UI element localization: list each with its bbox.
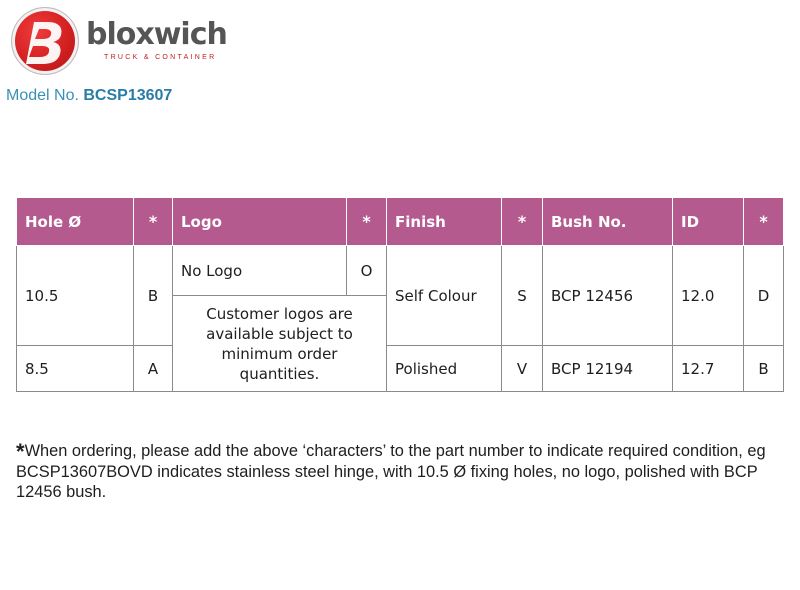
ordering-footnote (16, 441, 786, 503)
bush-value: BCP 12194 (543, 346, 673, 392)
id-code: D (744, 246, 784, 346)
header-finish: Finish (387, 198, 502, 246)
table-row (17, 346, 784, 392)
id-value: 12.0 (673, 246, 744, 346)
logo-code: O (347, 246, 387, 296)
header-logo-star: * (347, 198, 387, 246)
table-header-row (17, 198, 784, 246)
brand-tagline: TRUCK & CONTAINER (104, 54, 217, 61)
finish-code: V (502, 346, 543, 392)
header-logo: Logo (173, 198, 347, 246)
finish-value: Self Colour (387, 246, 502, 346)
model-label: Model No. (6, 87, 79, 104)
header-bush: Bush No. (543, 198, 673, 246)
header-id-star: * (744, 198, 784, 246)
options-table (16, 197, 784, 392)
hole-code: A (134, 346, 173, 392)
table-row (17, 246, 784, 296)
footnote-asterisk: * (16, 439, 25, 464)
finish-code: S (502, 246, 543, 346)
brand-logo (12, 8, 227, 88)
hole-value: 10.5 (17, 246, 134, 346)
brand-emblem-icon (12, 8, 78, 74)
hole-code: B (134, 246, 173, 346)
id-code: B (744, 346, 784, 392)
id-value: 12.7 (673, 346, 744, 392)
bush-value: BCP 12456 (543, 246, 673, 346)
header-hole: Hole Ø (17, 198, 134, 246)
header-finish-star: * (502, 198, 543, 246)
finish-value: Polished (387, 346, 502, 392)
model-number-line (6, 87, 172, 105)
header-id: ID (673, 198, 744, 246)
header-hole-star: * (134, 198, 173, 246)
model-number: BCSP13607 (83, 87, 173, 104)
logo-note: Customer logos are available subject to minimum order quantities. (173, 296, 387, 392)
footnote-text: When ordering, please add the above ‘characters’ to the part number to indicate required condition, eg BCSP13607BOVD indicates stainless steel hinge, with 10.5 Ø fixing holes, no logo, polished with BCP 12456 bush. (16, 442, 766, 501)
brand-name: bloxwich (86, 17, 227, 52)
logo-value: No Logo (173, 246, 347, 296)
hole-value: 8.5 (17, 346, 134, 392)
